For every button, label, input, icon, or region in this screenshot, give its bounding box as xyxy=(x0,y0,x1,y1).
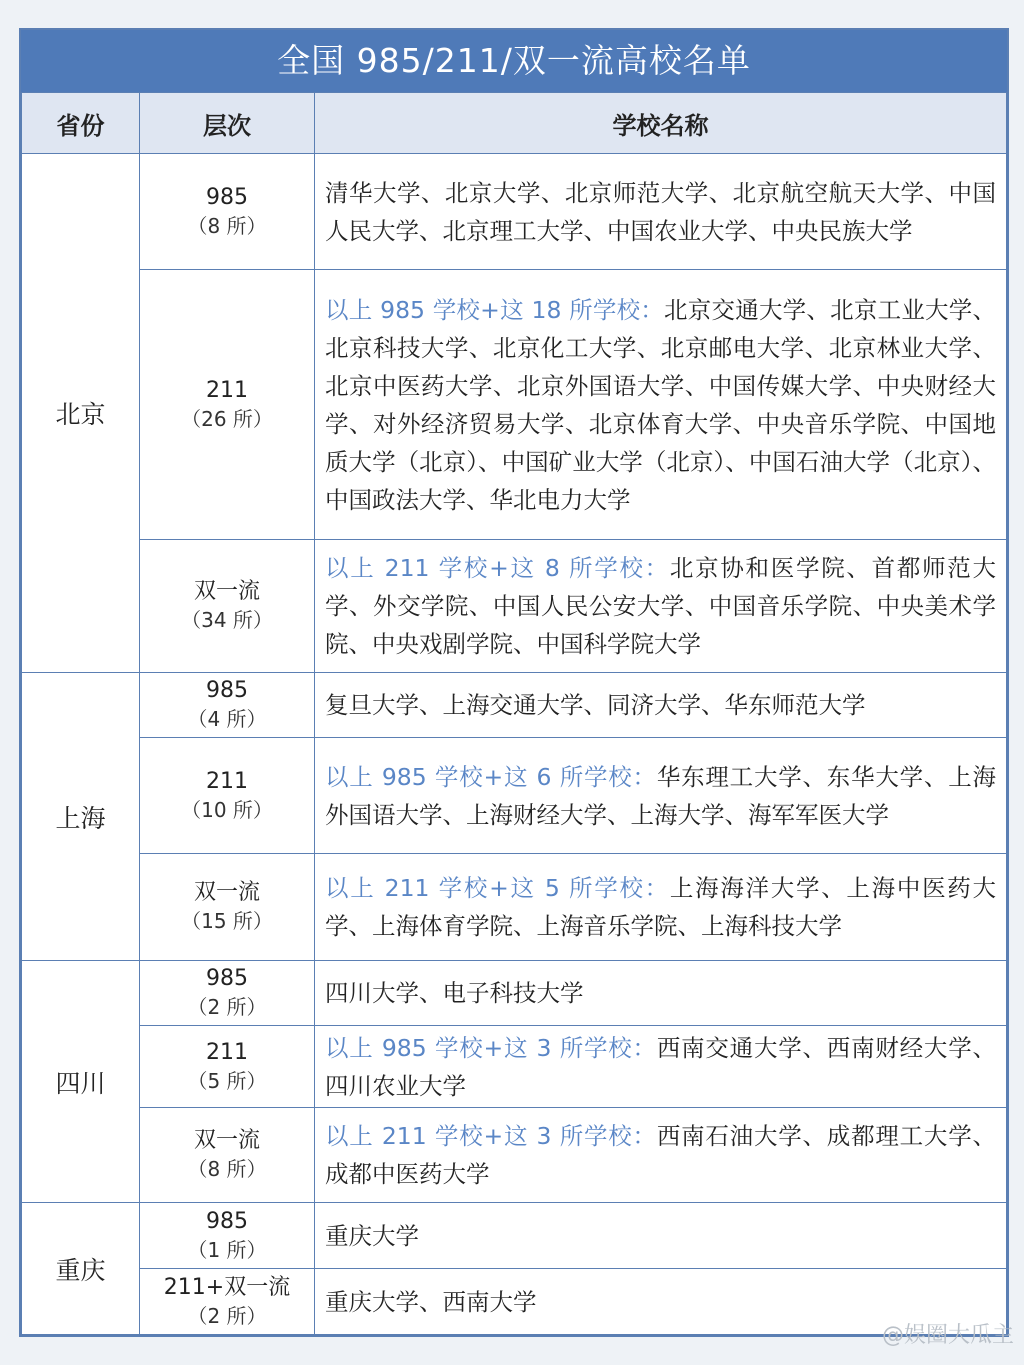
province-cell: 重庆 xyxy=(22,1203,140,1335)
level-count: （10 所） xyxy=(181,797,273,822)
table-row xyxy=(22,961,1007,1026)
school-names: 四川大学、电子科技大学 xyxy=(325,979,584,1007)
school-names-cell xyxy=(315,1108,1007,1203)
school-list-table-card xyxy=(19,28,1009,1337)
table-row xyxy=(22,154,1007,270)
level-count: （4 所） xyxy=(187,707,267,731)
province-cell: 四川 xyxy=(22,961,140,1203)
school-names: 复旦大学、上海交通大学、同济大学、华东师范大学 xyxy=(325,691,866,719)
header-province: 省份 xyxy=(22,93,140,154)
level-cell xyxy=(140,1026,315,1108)
table-row xyxy=(22,1026,1007,1108)
level-count: （8 所） xyxy=(187,213,267,238)
header-row xyxy=(22,93,1007,154)
school-names-cell xyxy=(315,1026,1007,1108)
school-table xyxy=(21,92,1007,1335)
level-cell xyxy=(140,1203,315,1269)
level-count: （15 所） xyxy=(181,909,273,933)
prefix-text: 以上 211 学校+这 5 所学校： xyxy=(325,874,670,902)
table-row xyxy=(22,1269,1007,1335)
prefix-text: 以上 985 学校+这 18 所学校： xyxy=(325,295,665,324)
level-cell xyxy=(140,854,315,961)
province-cell: 上海 xyxy=(22,673,140,961)
level-label: 双一流 xyxy=(193,1128,260,1153)
level-cell xyxy=(140,738,315,854)
prefix-text: 以上 985 学校+这 3 所学校： xyxy=(325,1033,657,1062)
school-names-cell xyxy=(315,673,1007,738)
table-row xyxy=(22,1108,1007,1203)
school-names: 西南交通大学、西南财经大学、四川农业大学 xyxy=(325,1033,996,1100)
level-count: （1 所） xyxy=(187,1237,267,1262)
level-cell xyxy=(140,154,315,270)
school-names: 重庆大学、西南大学 xyxy=(325,1287,537,1316)
level-cell xyxy=(140,1269,315,1335)
watermark: @娱圈大瓜主 xyxy=(881,1323,1014,1348)
header-schools: 学校名称 xyxy=(315,93,1007,154)
prefix-text: 以上 211 学校+这 3 所学校： xyxy=(325,1122,657,1150)
header-level: 层次 xyxy=(140,93,315,154)
school-names: 上海海洋大学、上海中医药大学、上海体育学院、上海音乐学院、上海科技大学 xyxy=(325,874,996,940)
school-names-cell xyxy=(315,961,1007,1026)
level-cell xyxy=(140,673,315,738)
table-row xyxy=(22,270,1007,540)
level-count: （8 所） xyxy=(187,1157,267,1181)
table-row xyxy=(22,738,1007,854)
level-count: （34 所） xyxy=(181,608,273,632)
level-count: （26 所） xyxy=(181,406,273,431)
table-row xyxy=(22,540,1007,673)
school-names: 西南石油大学、成都理工大学、成都中医药大学 xyxy=(325,1122,996,1188)
school-names-cell xyxy=(315,738,1007,854)
table-row xyxy=(22,1203,1007,1269)
level-label: 985 xyxy=(206,1208,248,1234)
school-names-cell xyxy=(315,270,1007,540)
prefix-text: 以上 211 学校+这 8 所学校： xyxy=(325,554,670,582)
school-names-cell xyxy=(315,854,1007,961)
table-row xyxy=(22,854,1007,961)
province-cell: 北京 xyxy=(22,154,140,673)
level-cell xyxy=(140,961,315,1026)
prefix-text: 以上 985 学校+这 6 所学校： xyxy=(325,762,657,791)
level-label: 211+双一流 xyxy=(163,1274,291,1300)
school-names: 北京交通大学、北京工业大学、北京科技大学、北京化工大学、北京邮电大学、北京林业大学、北京中医药大学、北京外国语大学、中国传媒大学、中央财经大学、对外经济贸易大学、北京体育大学、中央音乐学院、中国地质大学（北京）、中国矿业大学（北京）、中国石油大学（北京）、中国政法大学、华北电力大学 xyxy=(325,295,997,514)
level-cell xyxy=(140,270,315,540)
school-names: 华东理工大学、东华大学、上海外国语大学、上海财经大学、上海大学、海军军医大学 xyxy=(325,762,996,829)
level-label: 211 xyxy=(206,1039,248,1065)
table-row xyxy=(22,673,1007,738)
level-count: （5 所） xyxy=(187,1068,267,1093)
school-names: 重庆大学 xyxy=(325,1221,419,1250)
level-count: （2 所） xyxy=(187,1303,267,1328)
school-names: 清华大学、北京大学、北京师范大学、北京航空航天大学、中国人民大学、北京理工大学、中国农业大学、中央民族大学 xyxy=(325,178,996,245)
level-label: 985 xyxy=(206,966,248,991)
page-title: 全国 985/211/双一流高校名单 xyxy=(21,30,1007,92)
level-label: 985 xyxy=(206,678,248,703)
school-names: 北京协和医学院、首都师范大学、外交学院、中国人民公安大学、中国音乐学院、中央美术学院、中央戏剧学院、中国科学院大学 xyxy=(325,554,996,658)
level-label: 985 xyxy=(206,184,248,210)
level-label: 211 xyxy=(206,768,248,794)
level-count: （2 所） xyxy=(187,995,267,1019)
school-names-cell xyxy=(315,1203,1007,1269)
school-names-cell xyxy=(315,154,1007,270)
level-label: 双一流 xyxy=(193,579,260,604)
school-names-cell xyxy=(315,540,1007,673)
level-label: 双一流 xyxy=(193,880,260,905)
level-cell xyxy=(140,540,315,673)
level-label: 211 xyxy=(206,377,248,403)
level-cell xyxy=(140,1108,315,1203)
